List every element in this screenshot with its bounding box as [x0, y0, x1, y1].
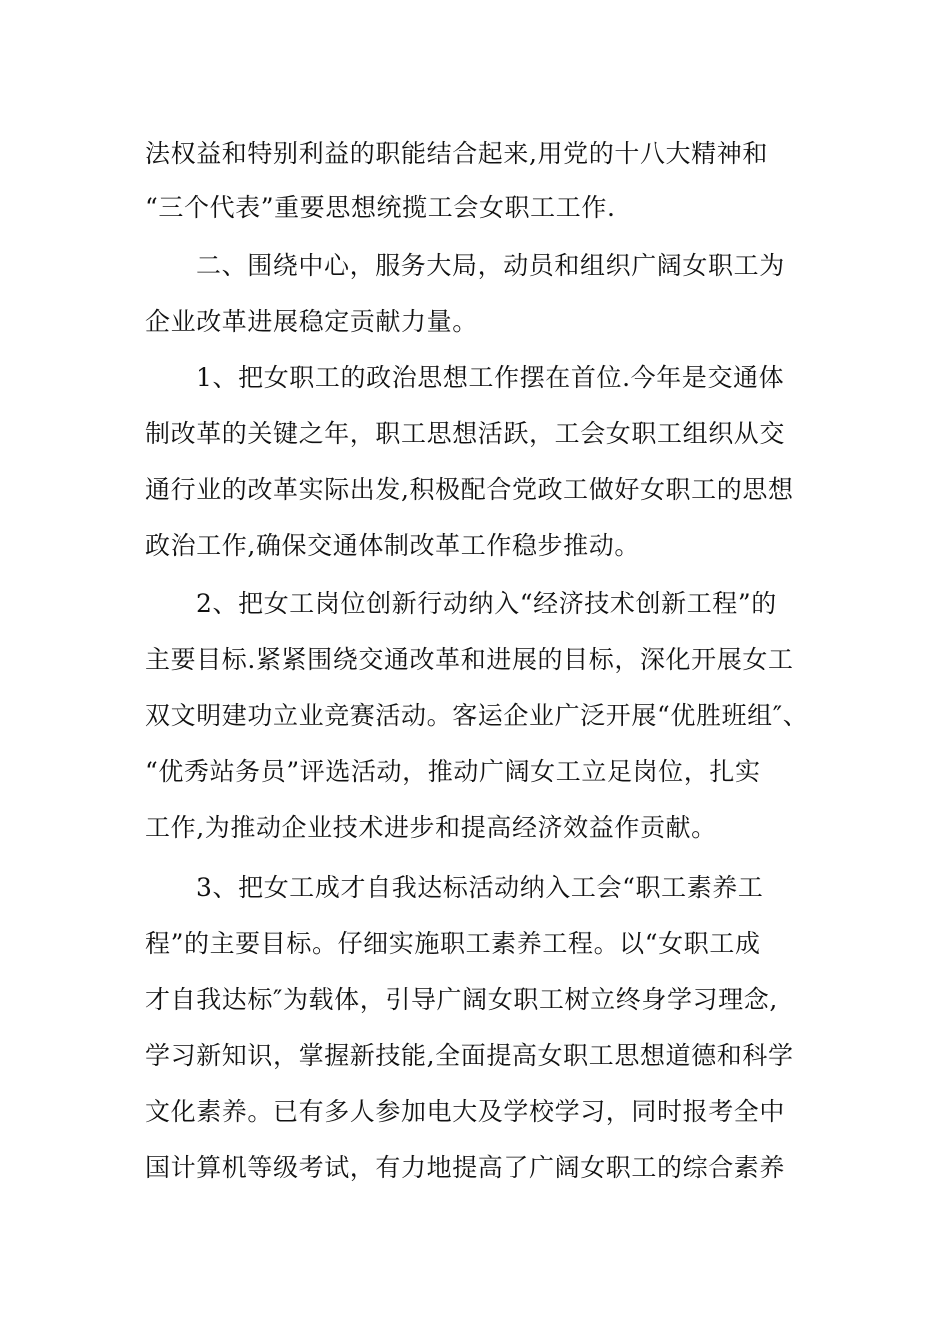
paragraph-start: 2、把女工岗位创新行动纳入“经济技术创新工程”的	[196, 589, 777, 618]
text-line: 法权益和特别利益的职能结合起来,用党的十八大精神和	[145, 139, 768, 168]
text-line: 工作,为推动企业技术进步和提高经济效益作贡献。	[145, 813, 717, 842]
paragraph-start: 1、把女职工的政治思想工作摆在首位.今年是交通体	[196, 363, 785, 392]
text-line: 双文明建功立业竞赛活动。客运企业广泛开展“优胜班组″、	[145, 701, 809, 730]
text-line: 主要目标.紧紧围绕交通改革和进展的目标，深化开展女工	[145, 645, 794, 674]
text-line: “三个代表”重要思想统揽工会女职工工作.	[145, 193, 616, 222]
text-line: 程”的主要目标。仔细实施职工素养工程。以“女职工成	[145, 929, 761, 958]
text-line: 企业改革进展稳定贡献力量。	[145, 307, 478, 336]
text-line: 才自我达标″为载体，引导广阔女职工树立终身学习理念,	[145, 985, 778, 1014]
paragraph-heading: 二、围绕中心，服务大局，动员和组织广阔女职工为	[196, 251, 785, 280]
text-line: 文化素养。已有多人参加电大及学校学习，同时报考全中	[145, 1097, 786, 1126]
text-line: 国计算机等级考试，有力地提高了广阔女职工的综合素养	[145, 1153, 786, 1182]
text-line: “优秀站务员”评选活动，推动广阔女工立足岗位，扎实	[145, 757, 761, 786]
text-line: 制改革的关键之年，职工思想活跃，工会女职工组织从交	[145, 419, 786, 448]
text-line: 政治工作,确保交通体制改革工作稳步推动。	[145, 531, 640, 560]
text-line: 学习新知识，掌握新技能,全面提高女职工思想道德和科学	[145, 1041, 794, 1070]
text-line: 通行业的改革实际出发,积极配合党政工做好女职工的思想	[145, 475, 794, 504]
paragraph-start: 3、把女工成才自我达标活动纳入工会“职工素养工	[196, 873, 764, 902]
